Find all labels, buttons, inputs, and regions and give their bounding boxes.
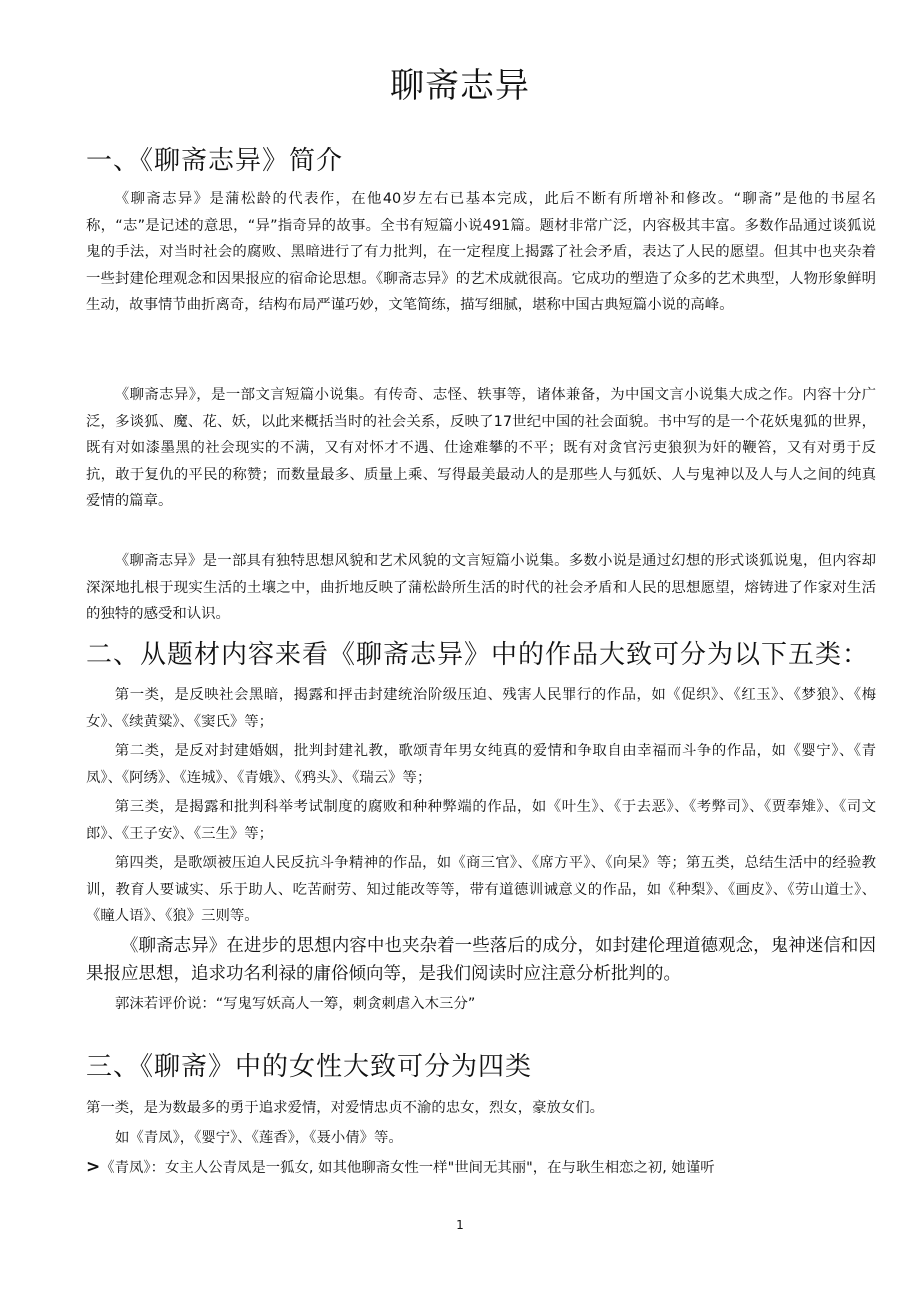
- category-1-paragraph: 第一类，是反映社会黑暗，揭露和抨击封建统治阶级压迫、残害人民罪行的作品，如《促织》、《红玉》、《梦狼》、《梅女》、《续黄粱》、《窦氏》等；: [86, 687, 876, 730]
- section-1-paragraph-2: 《聊斋志异》，是一部文言短篇小说集。有传奇、志怪、轶事等，诸体兼备，为中国文言小说集大成之作。内容十分广泛，多谈狐、魔、花、妖，以此来概括当时的社会关系，反映了17世纪中国的社会面貌。书中写的是一个花妖鬼狐的世界，既有对如漆墨黑的社会现实的不满，又有对怀才不遇、仕途难攀的不平；既有对贪官污吏狼狈为奸的鞭笞，又有对勇于反抗，敢于复仇的平民的称赞；而数量最多、质量上乘、写得最美最动人的是那些人与狐妖、人与鬼神以及人与人之间的纯真爱情的篇章。: [86, 387, 876, 509]
- qingfeng-text: 《青凤》：女主人公青凤是一狐女, 如其他聊斋女性一样"世间无其丽"，在与耿生相恋之初, 她谨听: [100, 1160, 715, 1176]
- section-1-paragraph-3: 《聊斋志异》是一部具有独特思想风貌和艺术风貌的文言短篇小说集。多数小说是通过幻想的形式谈狐说鬼，但内容却深深地扎根于现实生活的土壤之中，曲折地反映了蒲松龄所生活的时代的社会矛盾和人民的思想愿望，熔铸进了作家对生活的独特的感受和认识。: [86, 553, 876, 622]
- arrow-marker: >: [86, 1157, 101, 1177]
- women-category-1-examples: 如《青凤》，《婴宁》、《莲香》，《聂小倩》等。: [115, 1130, 403, 1146]
- section-1-paragraph-1: 《聊斋志异》是蒲松龄的代表作，在他40岁左右已基本完成，此后不断有所增补和修改。“聊斋”是他的书屋名称，“志”是记述的意思，“异”指奇异的故事。全书有短篇小说491篇。题材非常广泛，内容极其丰富。多数作品通过谈狐说鬼的手法，对当时社会的腐败、黑暗进行了有力批判，在一定程度上揭露了社会矛盾，表达了人民的愿望。但其中也夹杂着一些封建伦理观念和因果报应的宿命论思想。《聊斋志异》的艺术成就很高。它成功的塑造了众多的艺术典型，人物形象鲜明生动，故事情节曲折离奇，结构布局严谨巧妙，文笔简练，描写细腻，堪称中国古典短篇小说的高峰。: [86, 191, 876, 313]
- page-number: 1: [456, 1218, 464, 1232]
- category-2-paragraph: 第二类，是反对封建婚姻，批判封建礼教，歌颂青年男女纯真的爱情和争取自由幸福而斗争的作品，如《婴宁》、《青凤》、《阿绣》、《连城》、《青娥》、《鸦头》、《瑞云》等；: [86, 743, 876, 786]
- section-1-heading: 一、《聊斋志异》简介: [86, 146, 344, 176]
- category-3-paragraph: 第三类，是揭露和批判科举考试制度的腐败和种种弊端的作品，如《叶生》、《于去恶》、《考弊司》、《贾奉雉》、《司文郎》、《王子安》、《三生》等；: [86, 799, 876, 842]
- guo-moruo-quote: 郭沫若评价说：“写鬼写妖高人一筹，刺贪刺虐入木三分”: [115, 996, 476, 1012]
- section-2-heading: 二、从题材内容来看《聊斋志异》中的作品大致可分为以下五类：: [86, 640, 870, 670]
- qingfeng-line: [86, 1156, 715, 1177]
- critique-paragraph: 《聊斋志异》在进步的思想内容中也夹杂着一些落后的成分，如封建伦理道德观念，鬼神迷信和因果报应思想，追求功名利禄的庸俗倾向等，是我们阅读时应注意分析批判的。: [86, 936, 876, 984]
- women-category-1: 第一类，是为数最多的勇于追求爱情，对爱情忠贞不渝的忠女，烈女，豪放女们。: [86, 1100, 605, 1116]
- document-title: 聊斋志异: [390, 66, 530, 106]
- section-3-heading: 三、《聊斋》中的女性大致可分为四类: [86, 1052, 533, 1082]
- category-4-5-paragraph: 第四类，是歌颂被压迫人民反抗斗争精神的作品，如《商三官》、《席方平》、《向杲》等；第五类，总结生活中的经验教训，教育人要诚实、乐于助人、吃苦耐劳、知过能改等等，带有道德训诫意义的作品，如《种梨》、《画皮》、《劳山道士》、《瞳人语》、《狼》三则等。: [86, 855, 876, 924]
